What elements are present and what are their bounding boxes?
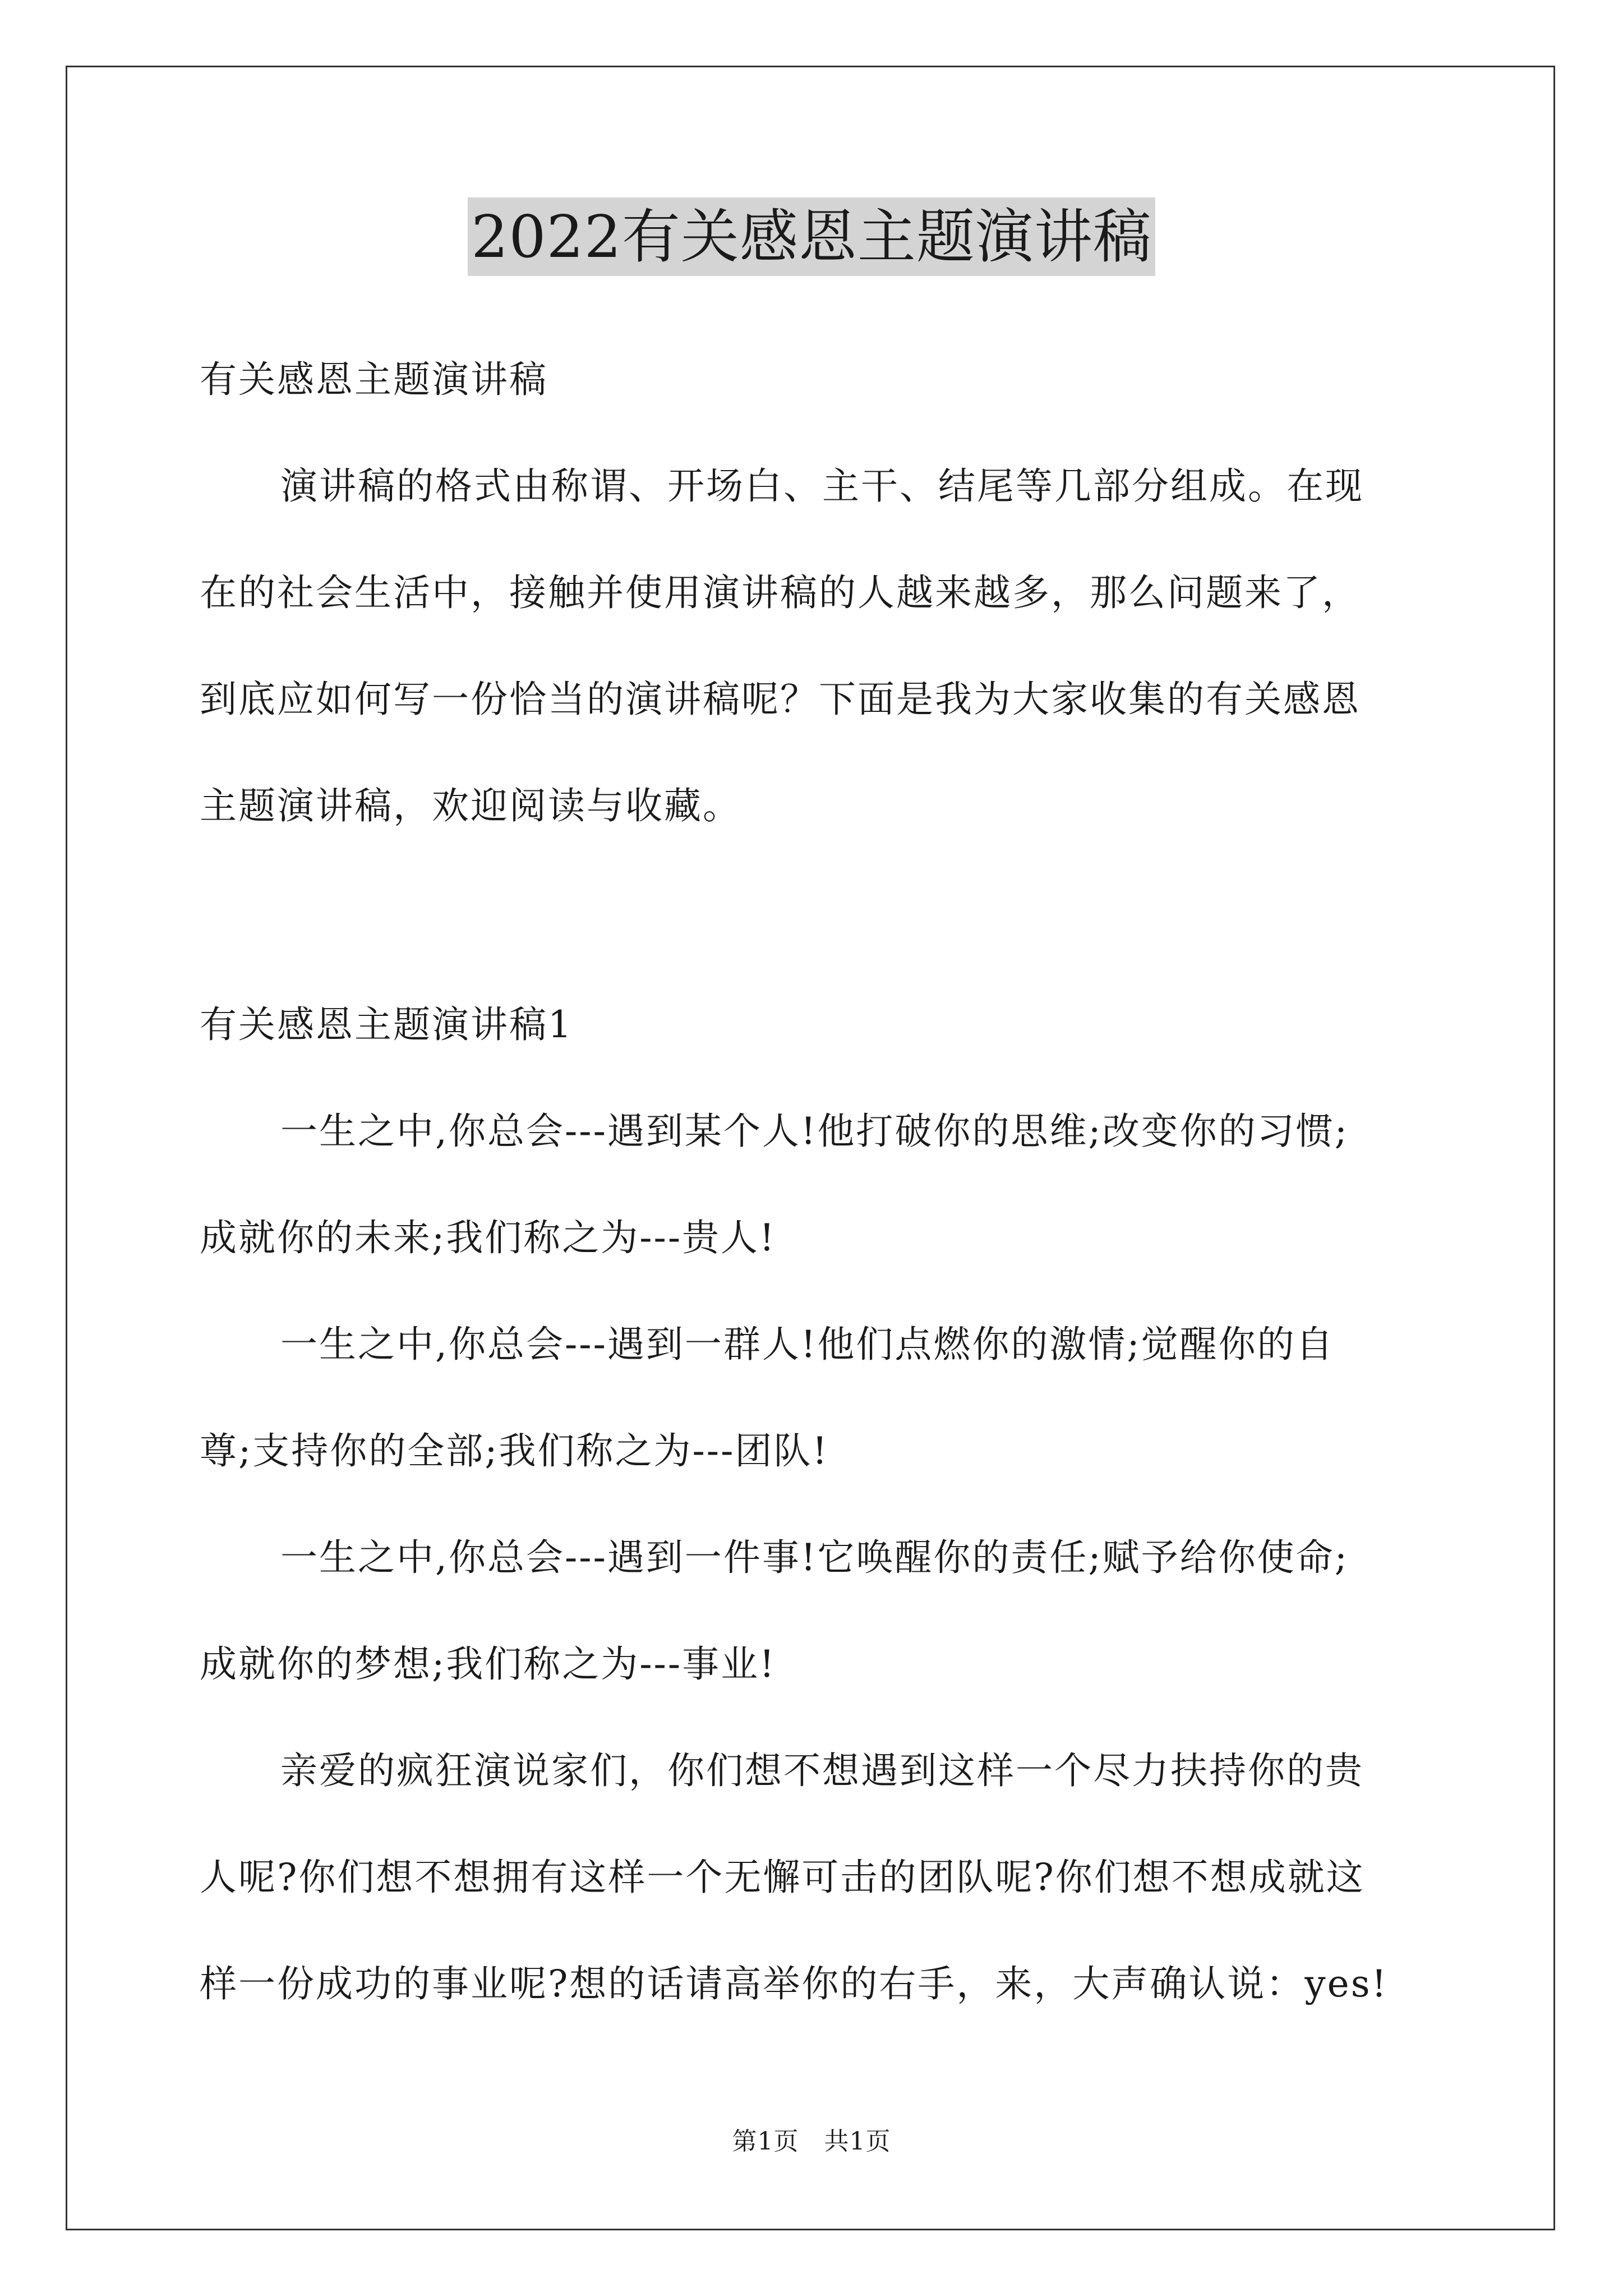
title-container <box>0 197 1623 276</box>
section-heading: 有关感恩主题演讲稿1 <box>200 1003 573 1046</box>
paragraph-line: 尊;支持你的全部;我们称之为---团队! <box>200 1429 829 1473</box>
paragraph-line: 人呢?你们想不想拥有这样一个无懈可击的团队呢?你们想不想成就这 <box>200 1856 1365 1899</box>
paragraph-line: 一生之中,你总会---遇到一群人!他们点燃你的激情;觉醒你的自 <box>280 1323 1335 1366</box>
subtitle-line: 有关感恩主题演讲稿 <box>200 358 548 401</box>
paragraph-line: 一生之中,你总会---遇到某个人!他打破你的思维;改变你的习惯; <box>280 1110 1349 1153</box>
paragraph-line: 主题演讲稿，欢迎阅读与收藏。 <box>200 784 741 827</box>
paragraph-line: 亲爱的疯狂演说家们，你们想不想遇到这样一个尽力扶持你的贵 <box>280 1749 1364 1792</box>
paragraph-line: 成就你的未来;我们称之为---贵人! <box>200 1216 776 1259</box>
paragraph-line: 样一份成功的事业呢?想的话请高举你的右手，来，大声确认说：yes! <box>200 1962 1389 2005</box>
page-footer: 第1页 共1页 <box>732 2127 891 2156</box>
paragraph-line: 成就你的梦想;我们称之为---事业! <box>200 1642 776 1686</box>
paragraph-line: 一生之中,你总会---遇到一件事!它唤醒你的责任;赋予给你使命; <box>280 1536 1349 1579</box>
document-title: 2022有关感恩主题演讲稿 <box>468 197 1155 276</box>
paragraph-line: 在的社会生活中，接触并使用演讲稿的人越来越多，那么问题来了， <box>200 571 1361 614</box>
paragraph-line: 演讲稿的格式由称谓、开场白、主干、结尾等几部分组成。在现 <box>280 464 1364 508</box>
paragraph-line: 到底应如何写一份恰当的演讲稿呢？下面是我为大家收集的有关感恩 <box>200 678 1361 721</box>
